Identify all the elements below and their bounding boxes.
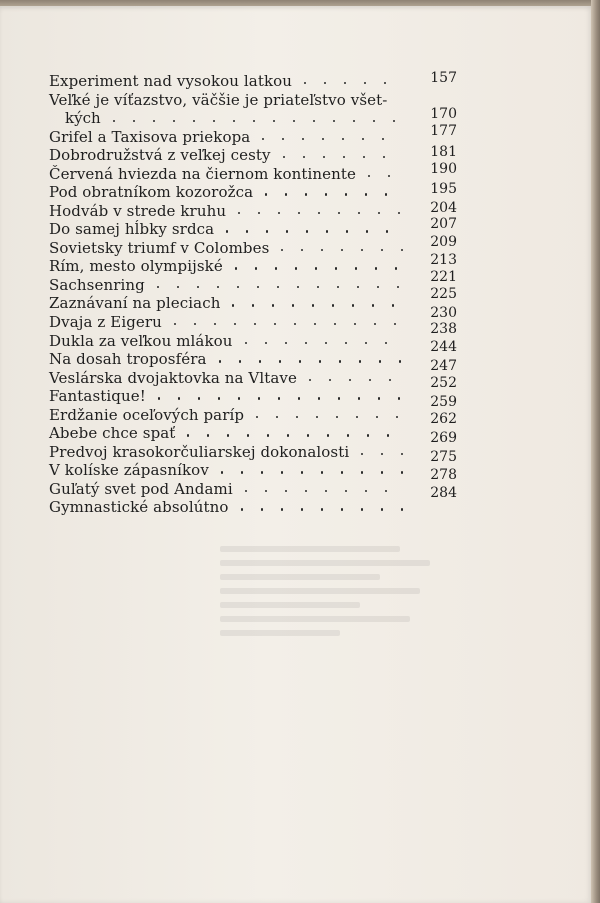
leader-dot [193, 120, 195, 122]
toc-entry-page: 269 [430, 429, 457, 446]
leader-dot [272, 304, 274, 306]
toc-entry [49, 199, 469, 221]
leader-dot [347, 434, 349, 436]
leader-dot [273, 120, 275, 122]
leader-dot [314, 323, 316, 325]
leader-dot [361, 249, 363, 251]
leader-dot [341, 471, 343, 473]
leader-dot [213, 120, 215, 122]
leader-dots [49, 112, 399, 126]
toc-entry-title: Veľké je víťazstvo, väčšie je priateľstvo všet- [49, 90, 388, 109]
leader-dot [336, 416, 338, 418]
bleed-through-text [220, 536, 450, 816]
leader-dot [318, 212, 320, 214]
leader-dot [379, 360, 381, 362]
toc-entry-title-continuation: kých [65, 108, 101, 127]
leader-dot [321, 471, 323, 473]
leader-dot [326, 230, 328, 232]
toc-entry-page: 262 [430, 411, 457, 428]
leader-dot [295, 267, 297, 269]
toc-entry-page: 252 [430, 375, 457, 392]
leader-dot [227, 434, 229, 436]
leader-dot [261, 508, 263, 510]
toc-entry-page: 207 [430, 216, 457, 233]
leader-dot [366, 230, 368, 232]
leader-dot [313, 120, 315, 122]
leader-dot [333, 120, 335, 122]
book-gutter-edge [591, 0, 600, 903]
leader-dot [365, 490, 367, 492]
toc-entry-page: 275 [430, 449, 457, 466]
leader-dot [246, 230, 248, 232]
leader-dot [401, 453, 403, 455]
leader-dot [394, 323, 396, 325]
toc-entry-page: 230 [430, 305, 457, 322]
leader-dot [324, 82, 326, 84]
leader-dot [258, 397, 260, 399]
toc-entry-page: 284 [430, 485, 457, 502]
toc-entry-page: 221 [430, 268, 457, 285]
leader-dot [285, 193, 287, 195]
leader-dot [234, 323, 236, 325]
leader-dot [334, 323, 336, 325]
leader-dot [241, 508, 243, 510]
toc-entry [49, 72, 469, 91]
toc-entry-page: 225 [430, 286, 457, 303]
leader-dot [317, 286, 319, 288]
leader-dot [352, 304, 354, 306]
leader-dot [198, 397, 200, 399]
leader-dot [235, 267, 237, 269]
table-of-contents [49, 72, 469, 517]
leader-dot [307, 434, 309, 436]
leader-dot [338, 212, 340, 214]
toc-entry [49, 268, 469, 295]
leader-dot [296, 416, 298, 418]
leader-dot [297, 286, 299, 288]
leader-dot [301, 508, 303, 510]
leader-dot [363, 156, 365, 158]
leader-dot [177, 286, 179, 288]
toc-entry-title: Veslárska dvojaktovka na Vltave [49, 368, 297, 387]
leader-dot [345, 193, 347, 195]
leader-dot [378, 397, 380, 399]
leader-dot [237, 286, 239, 288]
leader-dot [113, 120, 115, 122]
leader-dot [325, 342, 327, 344]
leader-dot [399, 360, 401, 362]
leader-dot [282, 138, 284, 140]
leader-dot [396, 416, 398, 418]
leader-dot [267, 434, 269, 436]
toc-entry [49, 183, 469, 202]
leader-dot [309, 379, 311, 381]
leader-dot [329, 379, 331, 381]
leader-dot [277, 286, 279, 288]
leader-dot [393, 120, 395, 122]
leader-dot [258, 212, 260, 214]
leader-dot [318, 397, 320, 399]
leader-dot [339, 360, 341, 362]
leader-dot [365, 342, 367, 344]
leader-dot [262, 138, 264, 140]
leader-dot [388, 175, 390, 177]
leader-dot [305, 490, 307, 492]
leader-dot [321, 249, 323, 251]
toc-entry-title: Abebe chce spať [49, 424, 176, 443]
leader-dot [361, 471, 363, 473]
toc-entry [49, 286, 469, 313]
leader-dot [306, 230, 308, 232]
leader-dot [174, 323, 176, 325]
leader-dot [239, 360, 241, 362]
leader-dot [397, 286, 399, 288]
leader-dot [381, 471, 383, 473]
toc-entry-title: Sachsenring [49, 275, 145, 294]
leader-dot [316, 416, 318, 418]
leader-dot [341, 249, 343, 251]
toc-entry [49, 146, 469, 165]
leader-dot [389, 379, 391, 381]
leader-dot [157, 286, 159, 288]
leader-dot [375, 267, 377, 269]
leader-dot [401, 508, 403, 510]
leader-dot [381, 249, 383, 251]
toc-entry-page: 170 [430, 105, 457, 122]
toc-entry-title: Erdžanie oceľových paríp [49, 405, 245, 424]
toc-entry [49, 216, 469, 239]
leader-dot [387, 434, 389, 436]
leader-dot [301, 249, 303, 251]
leader-dot [261, 471, 263, 473]
leader-dot [292, 304, 294, 306]
leader-dot [301, 471, 303, 473]
leader-dot [218, 397, 220, 399]
leader-dot [344, 82, 346, 84]
leader-dot [332, 304, 334, 306]
leader-dot [378, 212, 380, 214]
toc-entry-title: Experiment nad vysokou latkou [49, 72, 293, 90]
leader-dot [377, 286, 379, 288]
leader-dot [293, 120, 295, 122]
toc-entry-page: 213 [430, 252, 457, 269]
leader-dot [259, 360, 261, 362]
leader-dot [299, 360, 301, 362]
toc-entry [49, 91, 469, 128]
leader-dot [252, 304, 254, 306]
leader-dot [358, 212, 360, 214]
leader-dot [247, 434, 249, 436]
leader-dot [385, 490, 387, 492]
leader-dot [374, 323, 376, 325]
toc-entry-title: Zaznávaní na pleciach [49, 294, 221, 313]
leader-dot [304, 82, 306, 84]
leader-dot [276, 416, 278, 418]
leader-dot [214, 323, 216, 325]
leader-dot [298, 397, 300, 399]
toc-entry-title: Červená hviezda na čiernom kontinente [49, 164, 356, 183]
leader-dot [315, 267, 317, 269]
leader-dot [255, 267, 257, 269]
leader-dot [173, 120, 175, 122]
toc-entry-title: Dobrodružstvá z veľkej cesty [49, 146, 271, 165]
toc-entry-title: Do samej hĺbky srdca [49, 220, 215, 239]
toc-entry-title: Fantastique! [49, 387, 146, 406]
leader-dot [338, 397, 340, 399]
leader-dot [354, 323, 356, 325]
leader-dot [345, 342, 347, 344]
leader-dot [343, 156, 345, 158]
leader-dot [365, 193, 367, 195]
leader-dot [335, 267, 337, 269]
leader-dot [153, 120, 155, 122]
toc-entry-page: 278 [430, 466, 457, 483]
leader-dot [253, 120, 255, 122]
leader-dot [158, 397, 160, 399]
leader-dot [381, 453, 383, 455]
toc-entry-page: 259 [430, 393, 457, 410]
leader-dot [232, 304, 234, 306]
leader-dot [353, 120, 355, 122]
leader-dot [266, 230, 268, 232]
leader-dot [265, 342, 267, 344]
toc-entry-title: Guľatý svet pod Andami [49, 479, 233, 498]
book-page [0, 6, 592, 903]
leader-dot [337, 286, 339, 288]
leader-dot [355, 267, 357, 269]
leader-dot [279, 360, 281, 362]
leader-dot [373, 120, 375, 122]
leader-dot [278, 212, 280, 214]
leader-dot [278, 397, 280, 399]
leader-dot [285, 490, 287, 492]
leader-dot [274, 323, 276, 325]
leader-dot [361, 453, 363, 455]
leader-dot [254, 323, 256, 325]
toc-entry [49, 233, 469, 258]
leader-dot [294, 323, 296, 325]
toc-entry-title: Hodváb v strede kruhu [49, 201, 227, 220]
leader-dot [302, 138, 304, 140]
leader-dot [368, 175, 370, 177]
leader-dot [383, 156, 385, 158]
leader-dot [356, 416, 358, 418]
toc-entry-page: 181 [430, 144, 457, 161]
leader-dot [287, 434, 289, 436]
toc-entry-title: Pod obratníkom kozorožca [49, 183, 254, 202]
toc-entry [49, 252, 469, 276]
leader-dot [241, 471, 243, 473]
leader-dot [233, 120, 235, 122]
leader-dot [384, 82, 386, 84]
leader-dot [265, 490, 267, 492]
leader-dot [398, 212, 400, 214]
leader-dot [392, 304, 394, 306]
leader-dot [226, 230, 228, 232]
toc-entry-title: Rím, mesto olympijské [49, 257, 223, 276]
leader-dot [221, 471, 223, 473]
leader-dot [341, 508, 343, 510]
leader-dot [362, 138, 364, 140]
leader-dot [238, 397, 240, 399]
toc-entry-title: Sovietsky triumf v Colombes [49, 238, 270, 257]
toc-entry-title: Na dosah troposféra [49, 350, 207, 369]
leader-dot [286, 230, 288, 232]
leader-dot [265, 193, 267, 195]
toc-entry-title: Dvaja z Eigeru [49, 313, 162, 332]
leader-dot [275, 267, 277, 269]
leader-dot [305, 193, 307, 195]
leader-dot [367, 434, 369, 436]
toc-entry [49, 160, 469, 184]
toc-entry [49, 305, 469, 332]
leader-dot [257, 286, 259, 288]
leader-dot [358, 397, 360, 399]
leader-dot [312, 304, 314, 306]
leader-dot [303, 156, 305, 158]
toc-entry-page: 209 [430, 233, 457, 250]
leader-dot [386, 230, 388, 232]
leader-dot [382, 138, 384, 140]
toc-entry-page: 195 [430, 181, 457, 198]
leader-dot [361, 508, 363, 510]
leader-dot [305, 342, 307, 344]
leader-dot [357, 286, 359, 288]
leader-dot [376, 416, 378, 418]
leader-dot [325, 193, 327, 195]
leader-dot [207, 434, 209, 436]
leader-dot [283, 156, 285, 158]
leader-dot [325, 490, 327, 492]
toc-entry-title: Grifel a Taxisova priekopa [49, 127, 251, 146]
toc-entry-page: 157 [430, 70, 457, 86]
leader-dot [346, 230, 348, 232]
leader-dot [395, 267, 397, 269]
leader-dot [364, 82, 366, 84]
leader-dot [349, 379, 351, 381]
leader-dot [285, 342, 287, 344]
leader-dot [187, 434, 189, 436]
toc-entry-title: Predvoj krasokorčuliarskej dokonalosti [49, 442, 350, 461]
leader-dot [217, 286, 219, 288]
leader-dot [342, 138, 344, 140]
leader-dot [327, 434, 329, 436]
leader-dot [298, 212, 300, 214]
leader-dot [219, 360, 221, 362]
leader-dot [381, 508, 383, 510]
toc-entry-page: 204 [430, 199, 457, 216]
leader-dot [178, 397, 180, 399]
leader-dot [369, 379, 371, 381]
leader-dot [321, 508, 323, 510]
leader-dot [322, 138, 324, 140]
leader-dot [281, 508, 283, 510]
leader-dot [194, 323, 196, 325]
toc-entry-page: 244 [430, 339, 457, 356]
leader-dot [385, 193, 387, 195]
leader-dot [281, 471, 283, 473]
leader-dot [385, 342, 387, 344]
leader-dot [256, 416, 258, 418]
leader-dot [245, 490, 247, 492]
leader-dot [245, 342, 247, 344]
toc-entry-title: Gymnastické absolútno [49, 498, 229, 517]
leader-dot [345, 490, 347, 492]
leader-dot [398, 397, 400, 399]
toc-entry [49, 122, 469, 147]
toc-entry-title: Dukla za veľkou mlákou [49, 331, 233, 350]
toc-entry-page: 238 [430, 320, 457, 337]
leader-dot [359, 360, 361, 362]
toc-entry-page: 177 [430, 122, 457, 139]
toc-entry-page: 190 [430, 160, 457, 177]
leader-dot [238, 212, 240, 214]
leader-dot [319, 360, 321, 362]
leader-dot [401, 249, 403, 251]
leader-dot [323, 156, 325, 158]
leader-dot [401, 471, 403, 473]
leader-dot [133, 120, 135, 122]
leader-dot [197, 286, 199, 288]
leader-dot [372, 304, 374, 306]
leader-dot [281, 249, 283, 251]
toc-entry-title: V kolíske zápasníkov [49, 461, 209, 480]
toc-entry-page: 247 [430, 357, 457, 374]
